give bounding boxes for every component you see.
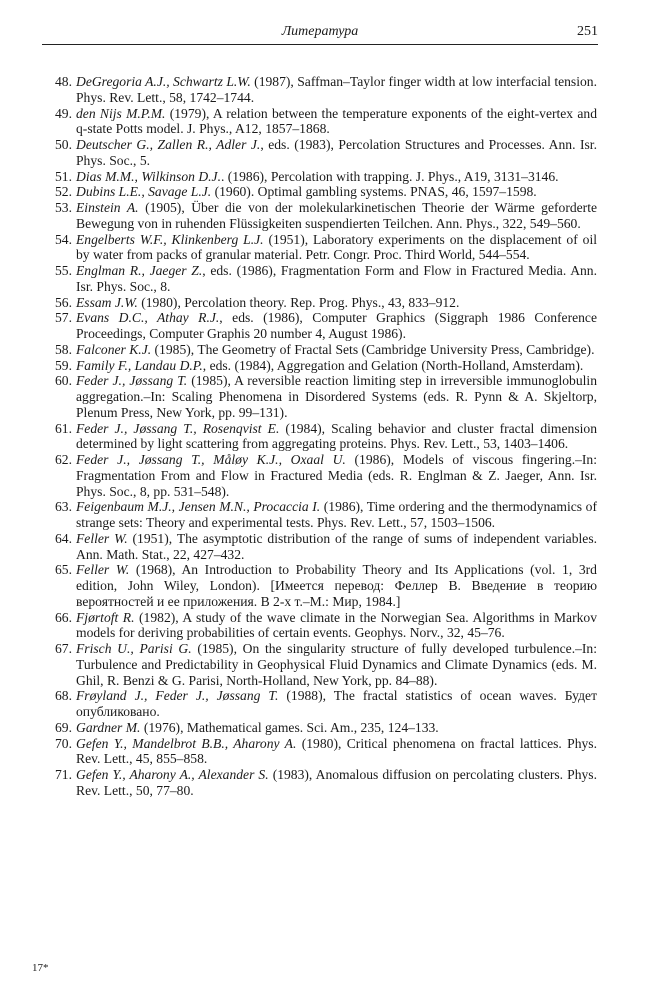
reference-authors: Falconer K.J. bbox=[76, 341, 152, 357]
reference-item bbox=[44, 562, 597, 609]
reference-text: (1960). Optimal gambling systems. PNAS, 46, 1597–1598. bbox=[211, 184, 537, 200]
reference-number: 68. bbox=[55, 688, 72, 704]
reference-number: 66. bbox=[55, 609, 72, 625]
reference-item bbox=[44, 421, 597, 453]
reference-authors: Dubins L.E., Savage L.J. bbox=[76, 184, 212, 200]
reference-authors: Evans D.C., Athay R.J. bbox=[76, 310, 220, 326]
reference-text: (1983), Anomalous diffusion on percolating clusters. Phys. Rev. Lett., 50, 77–80. bbox=[76, 767, 597, 798]
reference-number: 51. bbox=[55, 168, 72, 184]
reference-item bbox=[44, 531, 597, 563]
reference-authors: den Nijs M.P.M. bbox=[76, 105, 166, 121]
reference-authors: DeGregoria A.J., Schwartz L.W. bbox=[76, 74, 251, 89]
reference-text: (1982), A study of the wave climate in the Norwegian Sea. Algorithms in Markov models for deriving probabilities of certain events. Geophys. Norv., 32, 45–76. bbox=[76, 609, 598, 641]
reference-text: (1985), A reversible reaction limiting step in irreversible immunoglobulin aggregation.–In: Scaling Phenomena in Disordered Systems (eds. R. Pynn & A. Skjeltorp, Plenum Press, New York, pp. 99–131). bbox=[76, 373, 597, 420]
reference-item bbox=[44, 452, 597, 499]
reference-number: 49. bbox=[55, 105, 72, 121]
reference-item bbox=[44, 736, 597, 768]
reference-text: (1987), Saffman–Taylor finger width at low interfacial tension. Phys. Rev. Lett., 58, 1742–1744. bbox=[76, 74, 597, 105]
reference-item bbox=[44, 641, 597, 688]
reference-authors: Feder J., Jøssang T. bbox=[76, 373, 188, 389]
reference-text: , eds. (1986), Fragmentation Form and Flow in Fractured Media. Ann. Isr. Phys. Soc., 8. bbox=[76, 263, 598, 294]
reference-authors: Feigenbaum M.J., Jensen M.N., Procaccia I. bbox=[76, 499, 321, 515]
running-header bbox=[42, 22, 598, 45]
reference-list bbox=[44, 74, 597, 799]
reference-authors: Feder J., Jøssang T., Måløy K.J., Oxaal U. bbox=[76, 452, 346, 467]
reference-number: 56. bbox=[55, 294, 72, 310]
signature-mark: 17* bbox=[32, 962, 49, 974]
reference-number: 50. bbox=[55, 137, 72, 152]
reference-text: . (1986), Percolation with trapping. J. Phys., A19, 3131–3146. bbox=[220, 168, 559, 184]
reference-text: (1905), Über die von der molekularkinetischen Theorie der Wärme geforderte Bewegung von in ruhenden Flüssigkeiten suspendierten Teilchen. Ann. Phys., 322, 549–560. bbox=[76, 200, 598, 231]
reference-text: (1951), The asymptotic distribution of the range of sums of independent variables. Ann. Math. Stat., 22, 427–432. bbox=[76, 530, 598, 562]
reference-item bbox=[44, 232, 597, 264]
reference-authors: Gardner M. bbox=[76, 719, 141, 735]
reference-authors: Frøyland J., Feder J., Jøssang T. bbox=[76, 688, 279, 704]
reference-number: 63. bbox=[55, 499, 72, 515]
reference-item bbox=[44, 106, 597, 138]
reference-number: 57. bbox=[55, 310, 72, 326]
reference-text: (1984), Scaling behavior and cluster fractal dimension determined by light scattering from aggregating proteins. Phys. Rev. Lett., 53, 1403–1406. bbox=[76, 420, 597, 452]
reference-number: 61. bbox=[55, 420, 72, 436]
reference-number: 69. bbox=[55, 719, 72, 735]
reference-number: 60. bbox=[55, 373, 72, 389]
reference-item bbox=[44, 499, 597, 531]
reference-item bbox=[44, 310, 597, 342]
reference-number: 53. bbox=[55, 200, 72, 215]
reference-text: (1985), On the singularity structure of fully developed turbulence.–In: Turbulence and Predictability in Geophysical Fluid Dynamics and Climate Dynamics (eds. M. Ghil, R. Benzi & G. Parisi, North-Holland, New York, pp. 84–88). bbox=[76, 641, 597, 688]
reference-authors: Feller W. bbox=[76, 562, 130, 578]
reference-number: 54. bbox=[55, 231, 72, 247]
reference-number: 59. bbox=[55, 357, 72, 373]
reference-authors: Essam J.W. bbox=[76, 294, 138, 310]
reference-text: (1980), Critical phenomena on fractal lattices. Phys. Rev. Lett., 45, 855–858. bbox=[76, 735, 597, 767]
reference-number: 70. bbox=[55, 735, 72, 751]
reference-text: (1979), A relation between the temperature exponents of the eight-vertex and q-state Potts model. J. Phys., A12, 1857–1868. bbox=[76, 105, 597, 137]
reference-authors: Gefen Y., Mandelbrot B.B., Aharony A. bbox=[76, 735, 297, 751]
reference-number: 62. bbox=[55, 452, 72, 467]
reference-item bbox=[44, 184, 597, 200]
reference-authors: Fjørtoft R. bbox=[76, 609, 135, 625]
reference-text: (1980), Percolation theory. Rep. Prog. Phys., 43, 833–912. bbox=[137, 294, 460, 310]
reference-text: (1988), The fractal statistics of ocean waves. Будет опубликовано. bbox=[76, 688, 598, 719]
reference-number: 58. bbox=[55, 341, 72, 357]
reference-text: (1951), Laboratory experiments on the displacement of oil by water from packs of granular material. Petr. Congr. Proc. Third World, 544–554. bbox=[76, 231, 598, 263]
reference-number: 67. bbox=[55, 641, 72, 656]
reference-authors: Feder J., Jøssang T., Rosenqvist E. bbox=[76, 420, 280, 436]
reference-item bbox=[44, 169, 597, 185]
reference-authors: Family F., Landau D.P. bbox=[76, 357, 203, 373]
reference-item bbox=[44, 688, 597, 720]
reference-authors: Feller W. bbox=[76, 530, 128, 546]
reference-text: (1986), Models of viscous fingering.–In: Fragmentation From and Flow in Fractured Media (eds. R. Englman & Z. Jaeger, Ann. Isr. Phys. Soc., 8, pp. 531–548). bbox=[76, 452, 597, 499]
running-title: Литература bbox=[281, 24, 359, 39]
reference-number: 65. bbox=[55, 562, 72, 578]
reference-item bbox=[44, 358, 597, 374]
reference-text: , eds. (1983), Percolation Structures and Processes. Ann. Isr. Phys. Soc., 5. bbox=[76, 137, 597, 168]
reference-text: (1986), Time ordering and the thermodynamics of strange sets: Theory and experimental tests. Phys. Rev. Lett., 57, 1503–1506. bbox=[76, 499, 597, 530]
reference-item bbox=[44, 610, 597, 642]
reference-text: , eds. (1986), Computer Graphics (Siggraph 1986 Conference Proceedings, Computer Graphis 20 number 4, August 1986). bbox=[76, 310, 597, 341]
reference-authors: Gefen Y., Aharony A., Alexander S. bbox=[76, 767, 269, 782]
reference-text: (1985), The Geometry of Fractal Sets (Cambridge University Press, Cambridge). bbox=[151, 341, 595, 357]
reference-authors: Dias M.M., Wilkinson D.J. bbox=[76, 168, 221, 184]
reference-number: 48. bbox=[55, 74, 72, 89]
reference-text: , eds. (1984), Aggregation and Gelation (North-Holland, Amsterdam). bbox=[202, 357, 584, 373]
reference-authors: Engelberts W.F., Klinkenberg L.J. bbox=[76, 231, 264, 247]
reference-number: 52. bbox=[55, 184, 72, 200]
reference-number: 71. bbox=[55, 767, 72, 782]
reference-authors: Einstein A. bbox=[76, 200, 139, 215]
reference-item bbox=[44, 373, 597, 420]
page-number: 251 bbox=[577, 24, 598, 39]
reference-item bbox=[44, 74, 597, 106]
reference-item bbox=[44, 342, 597, 358]
reference-number: 55. bbox=[55, 263, 72, 278]
reference-authors: Frisch U., Parisi G. bbox=[76, 641, 192, 656]
reference-item bbox=[44, 295, 597, 311]
reference-text: (1968), An Introduction to Probability Theory and Its Applications (vol. 1, 3rd edition, John Wiley, London). [Имеется перевод: Феллер В. Введение в теорию вероятностей и ее приложения. В 2-х т.–М.: Мир, 1984.] bbox=[76, 562, 597, 609]
reference-authors: Englman R., Jaeger Z. bbox=[76, 263, 203, 278]
reference-authors: Deutscher G., Zallen R., Adler J. bbox=[76, 137, 261, 152]
reference-text: (1976), Mathematical games. Sci. Am., 235, 124–133. bbox=[140, 719, 439, 735]
reference-item bbox=[44, 720, 597, 736]
reference-number: 64. bbox=[55, 530, 72, 546]
reference-item bbox=[44, 137, 597, 169]
reference-item bbox=[44, 263, 597, 295]
reference-item bbox=[44, 200, 597, 232]
reference-item bbox=[44, 767, 597, 799]
